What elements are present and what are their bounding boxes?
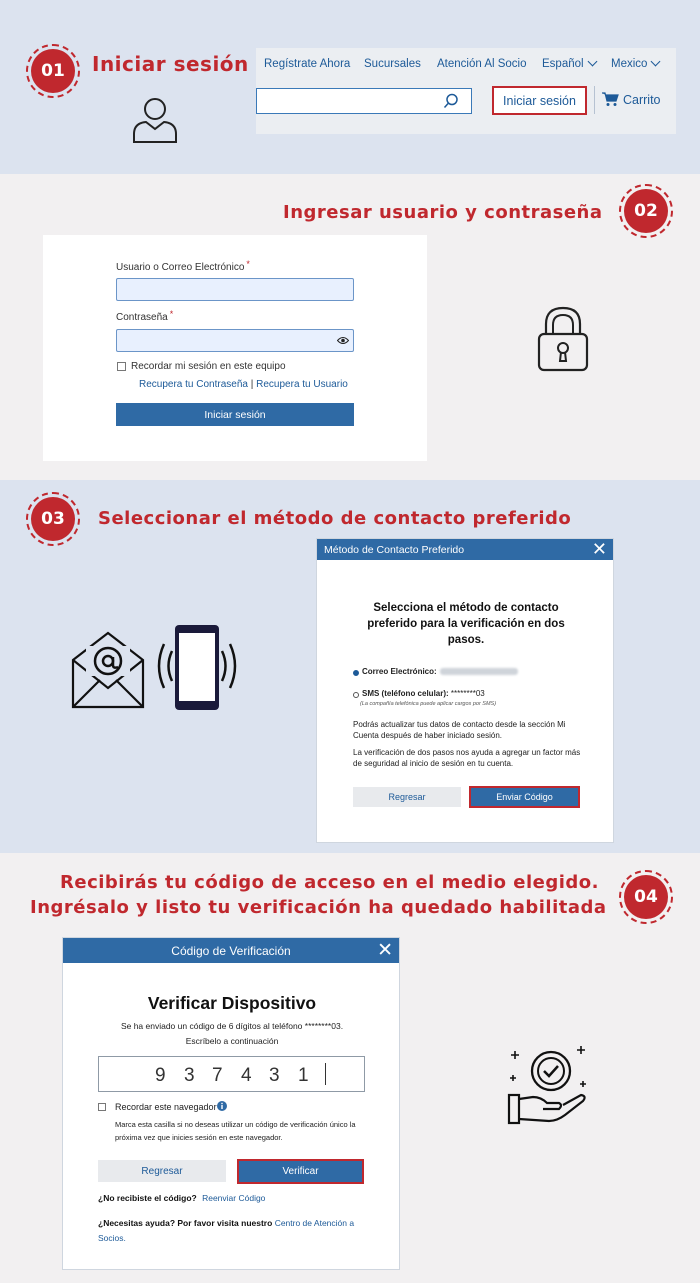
help-center-link[interactable]: Centro de Atención a Socios. [98,1218,355,1243]
remember-browser-checkbox[interactable] [98,1103,106,1111]
password-label: Contraseña * [116,309,174,323]
step4-title-line1: Recibirás tu código de acceso en el medio elegido. [60,872,599,893]
country-label: Mexico [611,58,648,70]
eye-icon[interactable] [337,336,349,345]
chevron-down-icon [587,57,597,67]
language-label: Español [542,58,584,70]
help-row [98,1216,373,1246]
login-submit-button[interactable]: Iniciar sesión [116,403,354,426]
verify-button[interactable]: Verificar [237,1159,364,1184]
sms-option: SMS (teléfono celular): ********03 [362,689,485,698]
contact-method-modal [316,538,614,843]
verification-modal-header [63,938,399,963]
contact-back-button[interactable]: Regresar [353,787,461,807]
resend-code-link[interactable]: Reenviar Código [202,1193,266,1203]
nav-language[interactable] [542,58,596,70]
close-icon[interactable]: ✕ [377,940,393,961]
header-login-button[interactable]: Iniciar sesión [492,86,587,115]
hand-check-icon [505,1043,589,1129]
link-separator: | [250,379,254,390]
step1-section [0,0,700,174]
code-digit: 3 [269,1065,280,1086]
step1-title: Iniciar sesión [92,52,249,76]
step2-badge: 02 [624,189,668,233]
code-digit: 1 [298,1065,309,1086]
step3-badge: 03 [31,497,75,541]
contact-modal-header [317,539,613,560]
site-header-mock [256,48,676,134]
step3-title: Seleccionar el método de contacto preferido [98,508,572,529]
contact-heading: Selecciona el método de contacto preferido para la verificación en dos pasos. [367,602,565,646]
no-code-question: ¿No recibiste el código? [98,1193,197,1203]
close-icon[interactable]: ✕ [591,539,607,559]
cart-icon [602,92,619,107]
cart-link[interactable] [602,92,661,107]
email-option-radio[interactable] [353,670,359,676]
code-digit: 4 [241,1065,252,1086]
email-option: Correo Electrónico: [362,667,518,676]
remember-browser-note: Marca esta casilla si no deseas utilizar un código de verificación único la próxima vez que inicies sesión en este navegador. [115,1120,356,1142]
email-value-blurred [440,668,518,675]
header-divider [594,86,595,114]
nav-member-service[interactable]: Atención Al Socio [437,58,527,70]
lock-icon [535,304,591,374]
verification-code-modal [62,937,400,1270]
sent-text: Se ha enviado un código de 6 dígitos al teléfono ********03. [120,1021,344,1031]
step2-section [0,174,700,480]
verification-code-input[interactable] [98,1056,365,1092]
step4-badge: 04 [624,875,668,919]
resend-row [98,1193,265,1203]
info-icon[interactable] [217,1101,227,1111]
step3-section [0,480,700,853]
user-label: Usuario o Correo Electrónico * [116,259,250,273]
step4-section [0,853,700,1283]
search-input[interactable] [256,88,472,114]
remember-session-label: Recordar mi sesión en este equipo [131,361,286,372]
code-digit: 9 [155,1065,166,1086]
contact-modal-title: Método de Contacto Preferido [324,543,465,556]
recover-user-link[interactable]: Recupera tu Usuario [256,379,348,390]
remember-browser-label: Recordar este navegador [115,1102,217,1112]
write-below-text: Escríbelo a continuación [185,1036,279,1046]
nav-branches[interactable]: Sucursales [364,58,421,70]
recover-links [139,379,348,390]
contact-info-1: Podrás actualizar tus datos de contacto desde la sección Mi Cuenta después de haber iniciado sesión. [353,720,566,740]
recover-password-link[interactable]: Recupera tu Contraseña [139,379,248,390]
password-field[interactable] [116,329,354,352]
help-text: ¿Necesitas ayuda? Por favor visita nuestro [98,1218,273,1228]
login-form-card [43,235,427,461]
code-digit: 7 [212,1065,223,1086]
user-field[interactable] [116,278,354,301]
verification-modal-title: Código de Verificación [171,943,291,958]
search-icon[interactable] [443,93,459,109]
verify-back-button[interactable]: Regresar [98,1160,226,1182]
nav-country[interactable] [611,58,659,70]
send-code-button[interactable]: Enviar Código [469,786,580,808]
chevron-down-icon [651,57,661,67]
step1-badge: 01 [31,49,75,93]
step2-title: Ingresar usuario y contraseña [283,202,603,223]
text-cursor [325,1063,326,1085]
remember-session-checkbox[interactable] [117,362,126,371]
user-icon [130,96,180,144]
nav-register[interactable]: Regístrate Ahora [264,58,351,70]
phone-vibrate-icon [152,624,242,712]
contact-info-2: La verificación de dos pasos nos ayuda a agregar un factor más de seguridad al inicio de sesión en tu cuenta. [353,748,581,768]
sms-note: (La compañía telefónica puede aplicar cargos por SMS) [360,701,497,707]
cart-label: Carrito [623,92,661,107]
envelope-at-icon [70,630,146,710]
code-digit: 3 [184,1065,195,1086]
verify-heading: Verificar Dispositivo [147,993,317,1013]
step4-title-line2: Ingrésalo y listo tu verificación ha quedado habilitada [30,897,607,918]
sms-option-radio[interactable] [353,692,359,698]
